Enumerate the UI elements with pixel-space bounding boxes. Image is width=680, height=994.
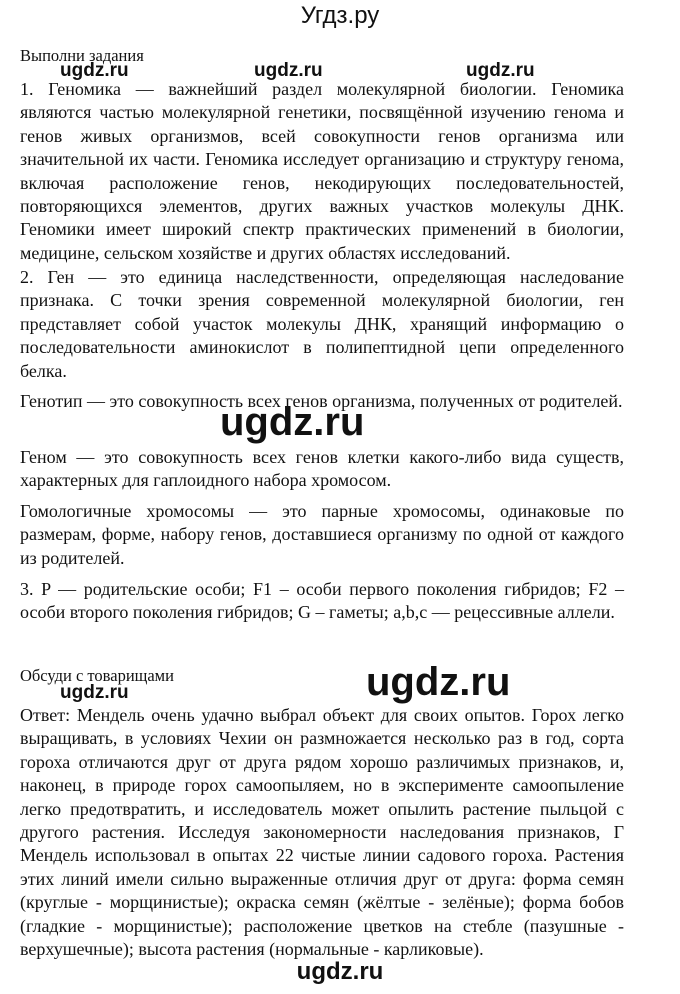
paragraph-gene: 2. Ген — это единица наследственности, определяющая наследование признака. С точки зрения современной молекулярной биологии, ген представляет собой участок молекулы ДНК, хранящий информацию о последовательности аминокислот в полипептидной цепи определенного белка. [20, 267, 624, 381]
paragraph-homologous: Гомологичные хромосомы — это парные хромосомы, одинаковые по размерам, форме, набору генов, доставшиеся организму по одной от каждого из родителей. [20, 501, 624, 568]
watermark: ugdz.ru [60, 60, 129, 81]
watermark: ugdz.ru [60, 682, 129, 703]
paragraph-genomics: 1. Геномика — важнейший раздел молекулярной биологии. Геномика являются частью молекулярной генетики, посвящённой изучению генома и генов живых организмов, всей совокупности генов организма или значительной их части. Геномика исследует организацию и структуру генома, включая расположение генов, некодирующих последовательностей, повторяющихся элементов, других важных участков молекулы ДНК. Геномики имеет широкий спектр практических применений в биологии, медицине, сельском хозяйстве и других областях исследований. [20, 79, 624, 263]
paragraph-genotype: Генотип — это совокупность всех генов организма, полученных от родителей. [20, 391, 623, 411]
site-footer: ugdz.ru [296, 958, 384, 985]
watermark: ugdz.ru [466, 60, 535, 81]
watermark: ugdz.ru [366, 660, 511, 704]
paragraph-notation: 3. P — родительские особи; F1 – особи первого поколения гибридов; F2 – особи второго поколения гибридов; G – гаметы; a,b,c — рецессивные аллели. [20, 579, 624, 623]
site-header: Угдз.ру [300, 2, 380, 29]
section-title-discuss: Обсуди с товарищами [20, 666, 174, 685]
watermark: ugdz.ru [220, 400, 365, 444]
section-title-tasks: Выполни задания [20, 46, 144, 65]
watermark: ugdz.ru [254, 60, 323, 81]
paragraph-genome: Геном — это совокупность всех генов клетки какого-либо вида существ, характерных для гаплоидного набора хромосом. [20, 447, 624, 491]
paragraph-answer: Ответ: Мендель очень удачно выбрал объект для своих опытов. Горох легко выращивать, в условиях Чехии он размножается несколько раз в год, сорта гороха отличаются друг от друга рядом хорошо различимых признаков, и, наконец, в природе горох самоопыляем, но в эксперименте самоопыление легко предотвратить, и исследователь может опылить растение пыльцой с другого растения. Исследуя закономерности наследования признаков, Г Мендель использовал в опытах 22 чистые линии садового гороха. Растения этих линий имели сильно выраженные отличия друг от друга: форма семян (круглые - морщинистые); окраска семян (жёлтые - зелёные); форма бобов (гладкие - морщинистые); расположение цветков на стебле (пазушные - верхушечные); высота растения (нормальные - карликовые). [20, 705, 624, 960]
